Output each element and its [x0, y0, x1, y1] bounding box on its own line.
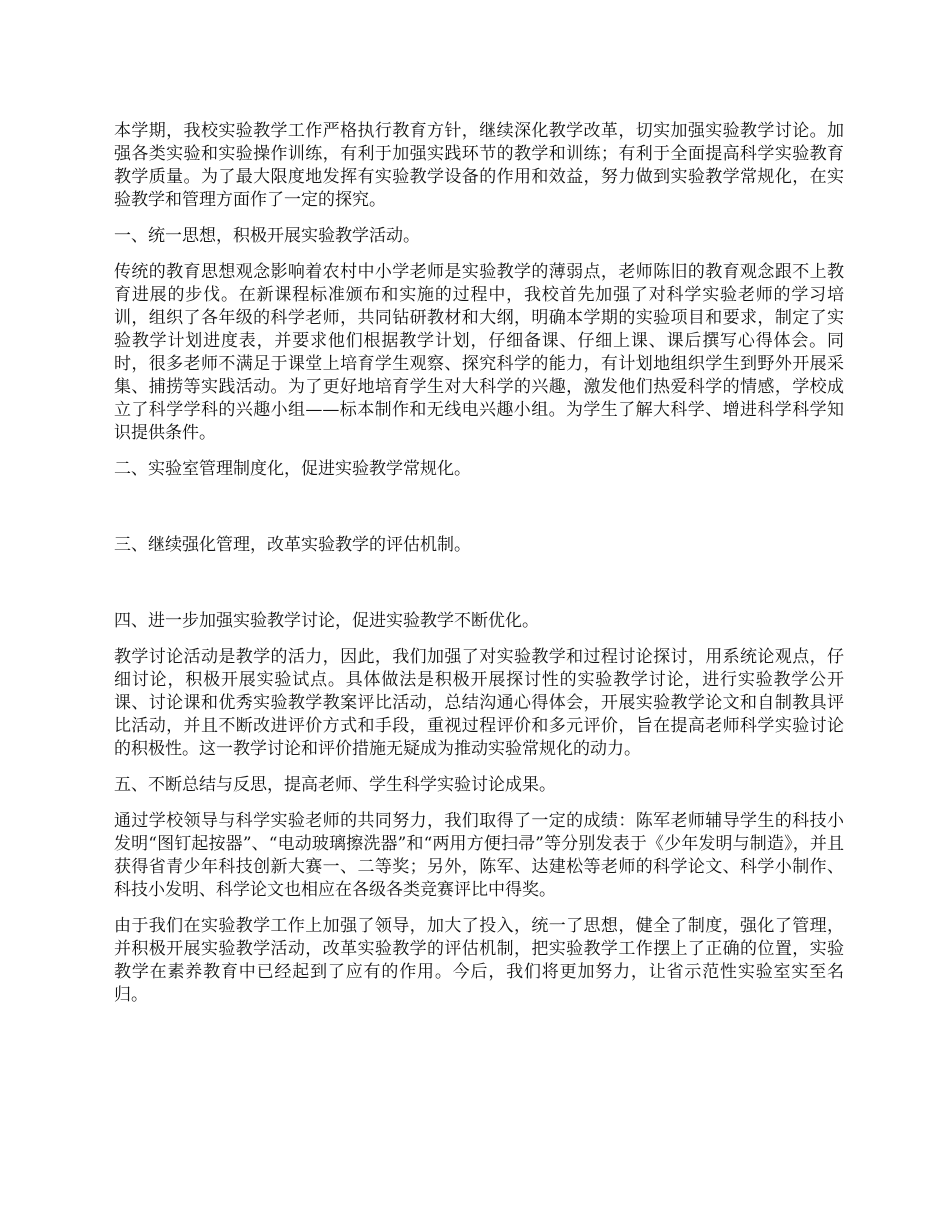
- section-3-empty-space: [114, 570, 844, 610]
- section-4-body: 教学讨论活动是教学的活力，因此，我们加强了对实验教学和过程讨论探讨，用系统论观点，仔细讨论，积极开展实验试点。具体做法是积极开展探讨性的实验教学讨论，进行实验教学公开课、讨论课和优秀实验教学教案评比活动，总结沟通心得体会，开展实验教学论文和自制教具评比活动，并且不断改进评价方式和手段，重视过程评价和多元评价，旨在提高老师科学实验讨论的积极性。这一教学讨论和评价措施无疑成为推动实验常规化的动力。: [114, 647, 844, 759]
- section-5-body: 通过学校领导与科学实验老师的共同努力，我们取得了一定的成绩：陈军老师辅导学生的科技小发明“图钉起按器”、“电动玻璃擦洗器”和“两用方便扫帚”等分别发表于《少年发明与制造》，并且获得省青少年科技创新大赛一、二等奖；另外，陈军、达建松等老师的科学论文、科学小制作、科技小发明、科学论文也相应在各级各类竞赛评比中得奖。: [114, 811, 844, 900]
- conclusion-paragraph: 由于我们在实验教学工作上加强了领导，加大了投入，统一了思想，健全了制度，强化了管理，并积极开展实验教学活动，改革实验教学的评估机制，把实验教学工作摆上了正确的位置，实验教学在素养教育中已经起到了应有的作用。今后，我们将更加努力，让省示范性实验室实至名归。: [114, 916, 844, 1005]
- intro-paragraph: 本学期，我校实验教学工作严格执行教育方针，继续深化教学改革，切实加强实验教学讨论。加强各类实验和实验操作训练，有利于加强实践环节的教学和训练；有利于全面提高科学实验教育教学质量。为了最大限度地发挥有实验教学设备的作用和效益，努力做到实验教学常规化，在实验教学和管理方面作了一定的探究。: [114, 121, 844, 210]
- section-5-heading: 五、不断总结与反思，提高老师、学生科学实验讨论成果。: [114, 775, 556, 795]
- section-3-heading: 三、继续强化管理，改革实验教学的评估机制。: [114, 535, 471, 555]
- document-page: [114, 120, 844, 1020]
- section-2-empty-space: [114, 494, 844, 534]
- section-2-heading: 二、实验室管理制度化，促进实验教学常规化。: [114, 459, 471, 479]
- section-1-heading: 一、统一思想，积极开展实验教学活动。: [114, 226, 420, 246]
- section-1-body: 传统的教育思想观念影响着农村中小学老师是实验教学的薄弱点，老师陈旧的教育观念跟不上教育进展的步伐。在新课程标准颁布和实施的过程中，我校首先加强了对科学实验老师的学习培训，组织了各年级的科学老师，共同钻研教材和大纲，明确本学期的实验项目和要求，制定了实验教学计划进度表，并要求他们根据教学计划，仔细备课、仔细上课、课后撰写心得体会。同时，很多老师不满足于课堂上培育学生观察、探究科学的能力，有计划地组织学生到野外开展采集、捕捞等实践活动。为了更好地培育学生对大科学的兴趣，激发他们热爱科学的情感，学校成立了科学学科的兴趣小组——标本制作和无线电兴趣小组。为学生了解大科学、增进科学科学知识提供条件。: [114, 262, 844, 443]
- section-4-heading: 四、进一步加强实验教学讨论，促进实验教学不断优化。: [114, 611, 539, 631]
